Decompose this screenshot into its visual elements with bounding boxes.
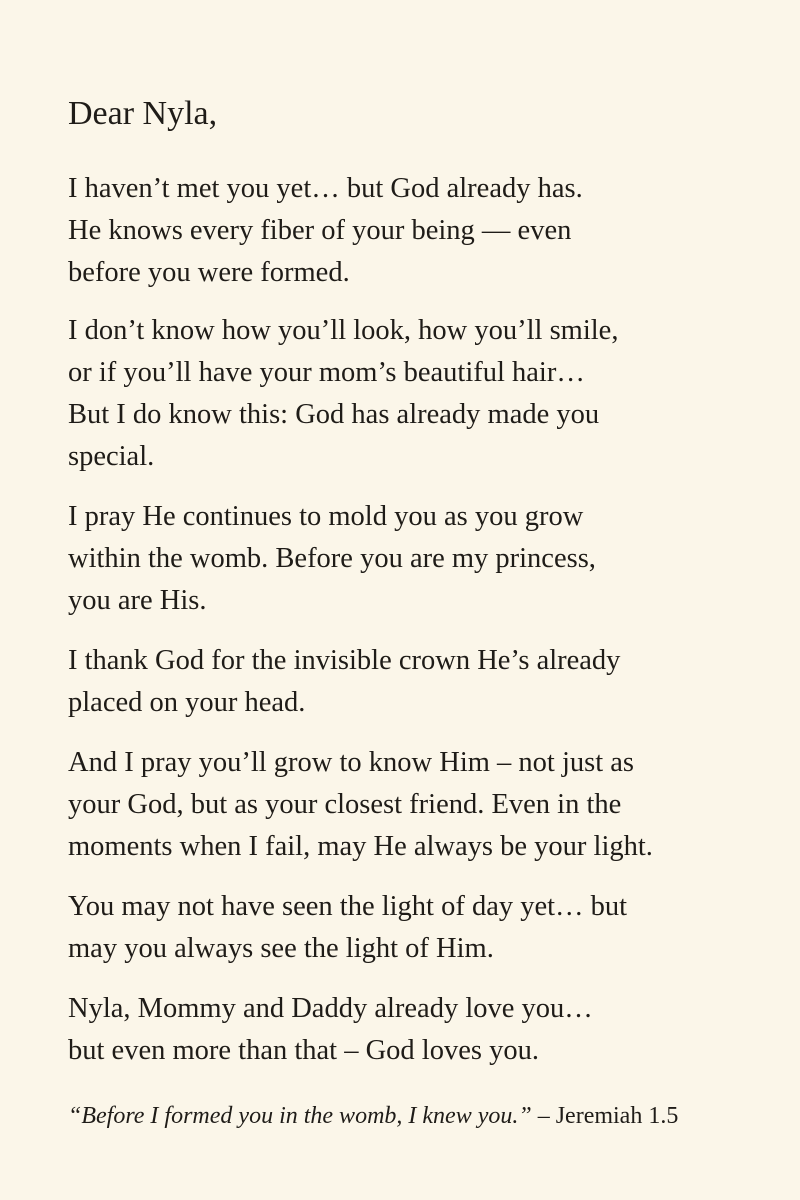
paragraph-line: I thank God for the invisible crown He’s already (68, 645, 621, 676)
salutation: Dear Nyla, (68, 95, 218, 132)
paragraph-line: I haven’t met you yet… but God already has. (68, 173, 583, 204)
paragraph-line: He knows every fiber of your being — even (68, 215, 572, 246)
quote-citation: – Jeremiah 1.5 (531, 1103, 679, 1129)
paragraph-line: But I do know this: God has already made you (68, 399, 600, 430)
paragraph-3 (68, 496, 596, 622)
paragraph-line: your God, but as your closest friend. Even in the (68, 789, 622, 820)
paragraph-7 (68, 988, 593, 1072)
paragraph-line: placed on your head. (68, 687, 306, 718)
paragraph-line: moments when I fail, may He always be your light. (68, 831, 653, 862)
paragraph-line: I pray He continues to mold you as you grow (68, 501, 584, 532)
paragraph-line: or if you’ll have your mom’s beautiful hair… (68, 357, 585, 388)
paragraph-line: special. (68, 441, 155, 472)
paragraph-line: And I pray you’ll grow to know Him – not just as (68, 747, 634, 778)
paragraph-line: I don’t know how you’ll look, how you’ll smile, (68, 315, 619, 346)
paragraph-line: you are His. (68, 585, 207, 616)
paragraph-4 (68, 640, 620, 724)
quote-verse: “Before I formed you in the womb, I knew you.” (68, 1103, 532, 1129)
paragraph-line: You may not have seen the light of day yet… but (68, 891, 628, 922)
paragraph-line: may you always see the light of Him. (68, 933, 494, 964)
paragraph-line: but even more than that – God loves you. (68, 1035, 539, 1066)
paragraph-line: within the womb. Before you are my princess, (68, 543, 596, 574)
paragraph-5 (68, 742, 653, 868)
paragraph-1 (68, 168, 583, 294)
paragraph-2 (68, 310, 618, 478)
paragraph-line: Nyla, Mommy and Daddy already love you… (68, 993, 593, 1024)
scripture-quote (68, 1100, 678, 1132)
paragraph-line: before you were formed. (68, 257, 350, 288)
paragraph-6 (68, 886, 627, 970)
